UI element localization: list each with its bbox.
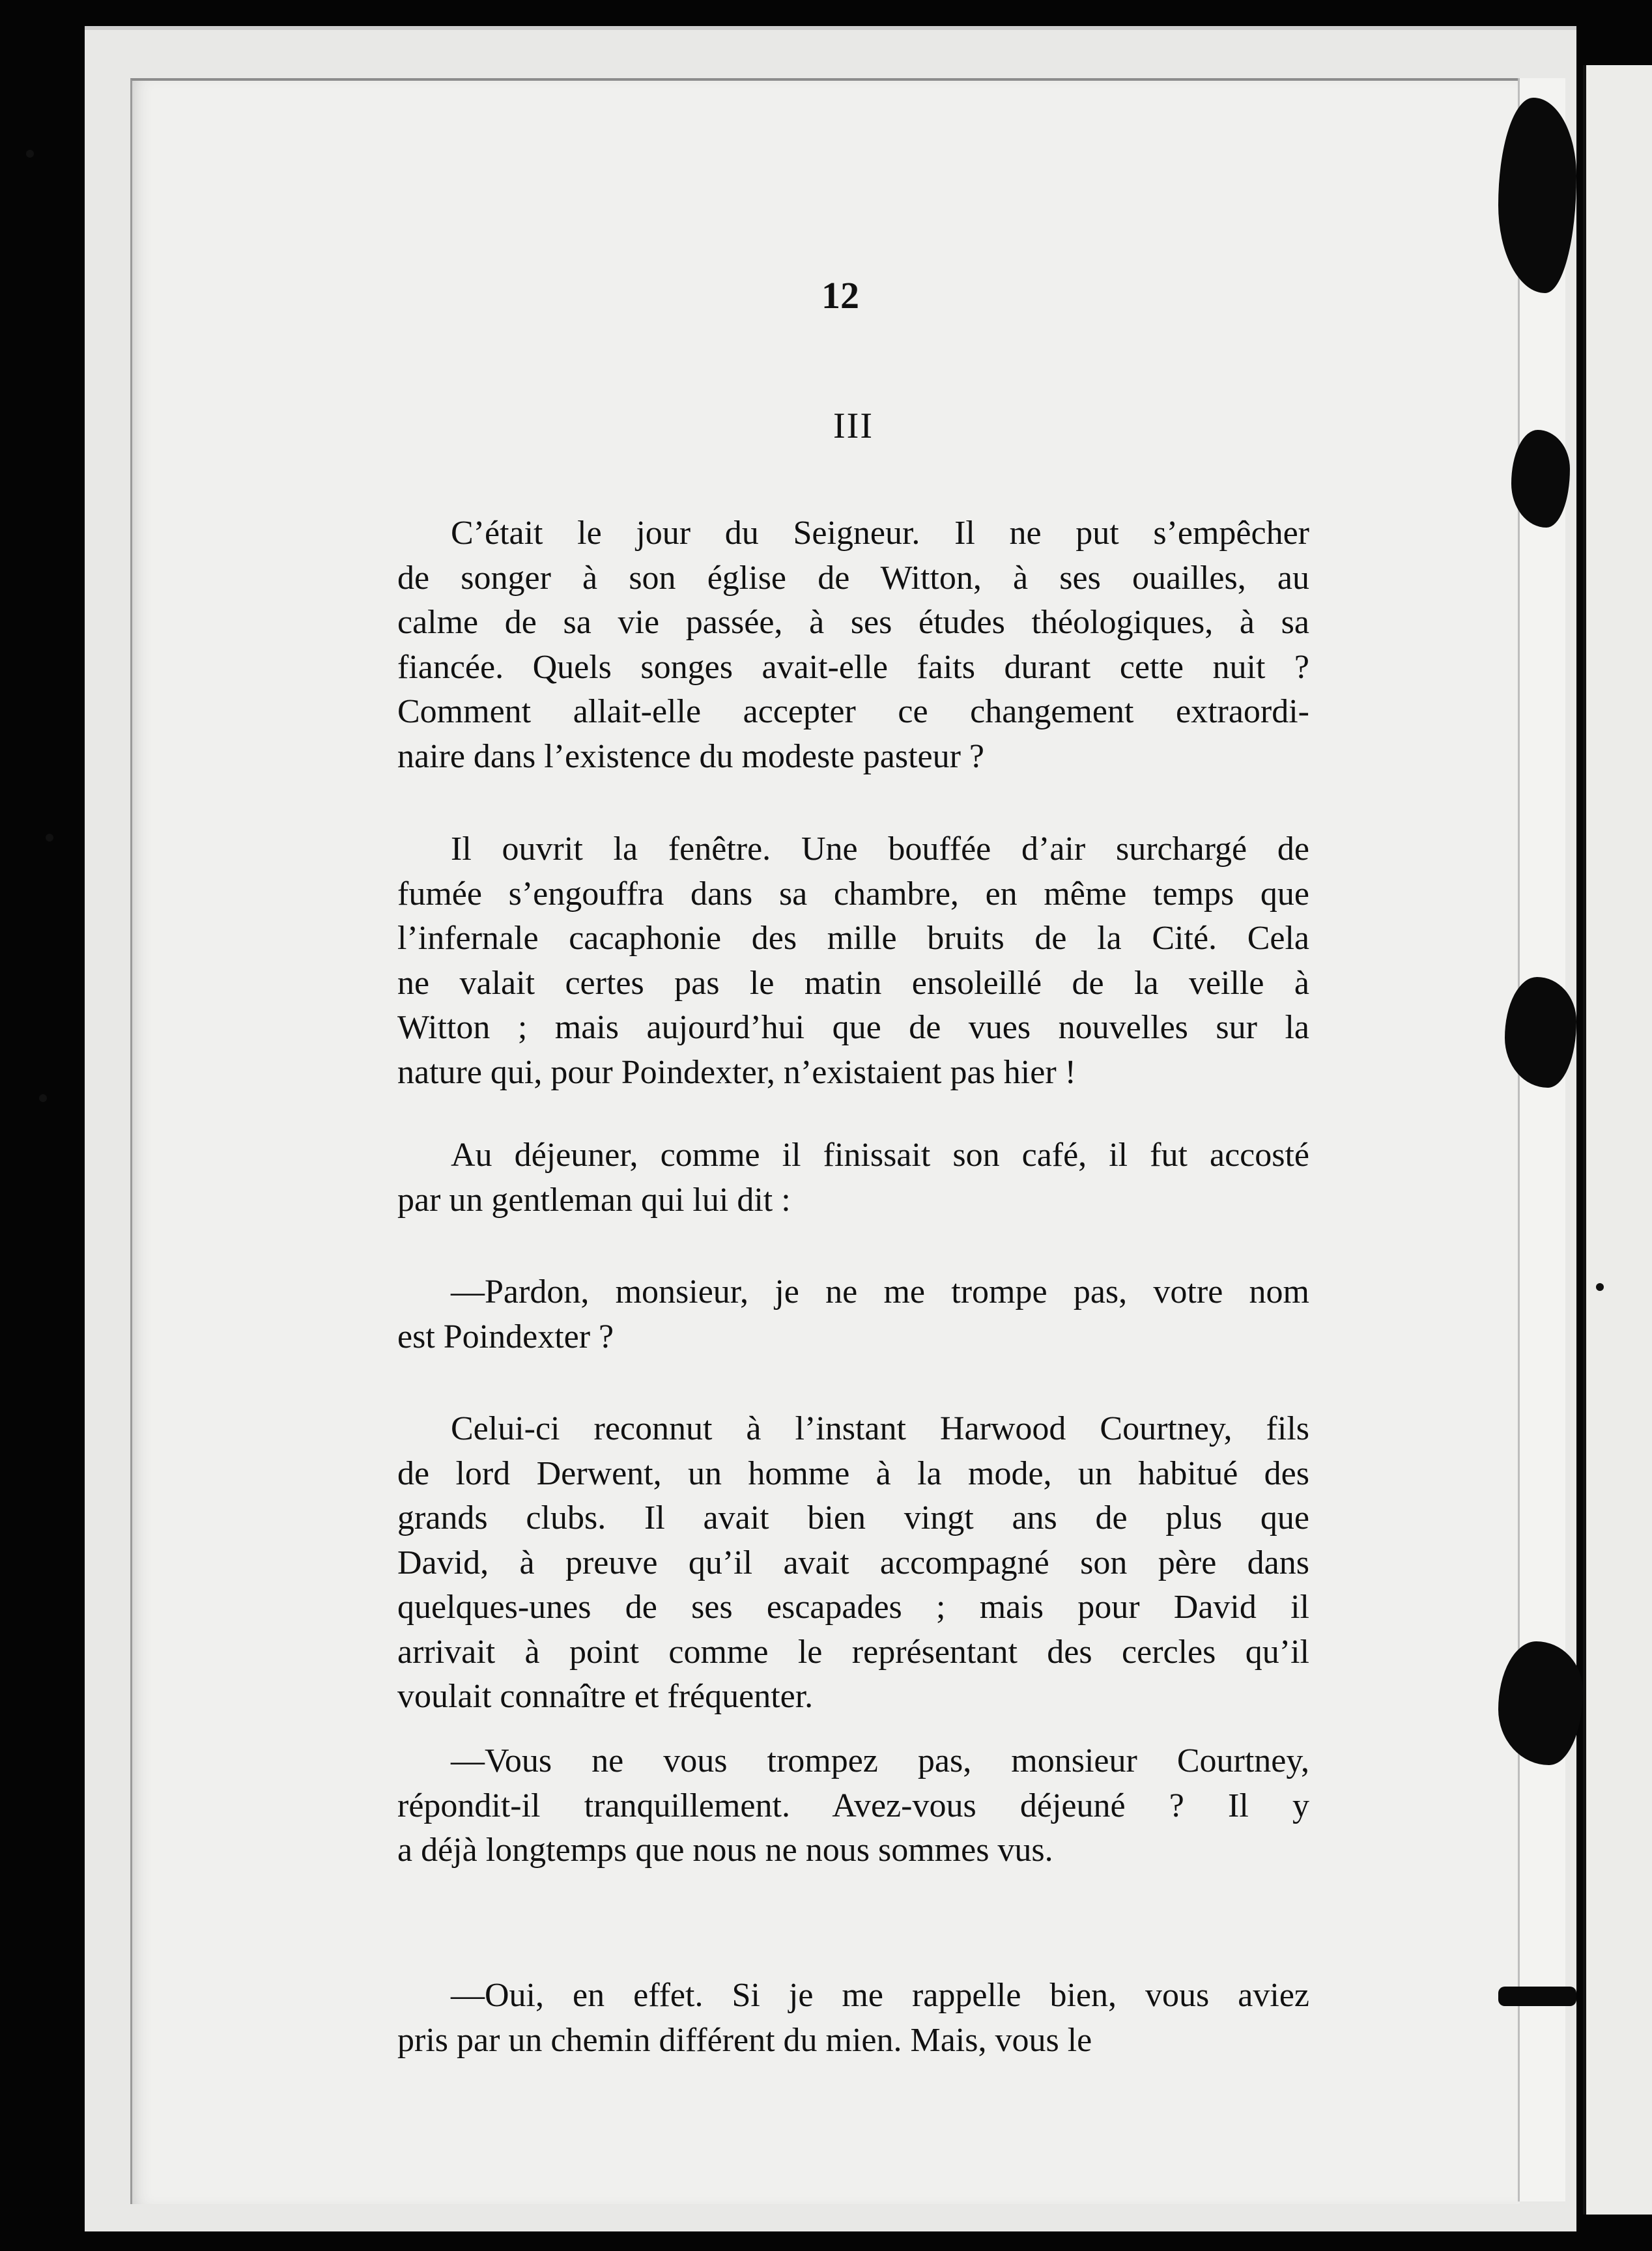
text-line: grands clubs. Il avait bien vingt ans de plus que [397, 1499, 1309, 1536]
text-line: par un gentleman qui lui dit : [397, 1181, 791, 1219]
paragraph [397, 1739, 1309, 1873]
text-line: David, à preuve qu’il avait accompagné son père dans [397, 1544, 1309, 1581]
text-line: ne valait certes pas le matin ensoleillé de la veille à [397, 964, 1309, 1002]
text-line: —Oui, en effet. Si je me rappelle bien, vous aviez [451, 1977, 1309, 2014]
text-line: C’était le jour du Seigneur. Il ne put s’empêcher [451, 515, 1309, 552]
speck [26, 150, 34, 158]
ink-blot [1511, 430, 1570, 528]
ink-blot [1505, 977, 1576, 1088]
paragraph [397, 1270, 1309, 1359]
paragraph [397, 1407, 1309, 1720]
text-line: pris par un chemin différent du mien. Mais, vous le [397, 2021, 1092, 2059]
text-line: calme de sa vie passée, à ses études théologiques, à sa [397, 604, 1309, 641]
text-line: de songer à son église de Witton, à ses ouailles, au [397, 559, 1309, 597]
text-line: voulait connaître et fréquenter. [397, 1678, 814, 1715]
ink-blot [1498, 1641, 1583, 1765]
text-line: Au déjeuner, comme il finissait son café, il fut accosté [451, 1137, 1309, 1174]
paragraph [397, 511, 1309, 779]
paragraph [397, 1133, 1309, 1223]
text-line: l’infernale cacaphonie des mille bruits de la Cité. Cela [397, 920, 1309, 957]
chapter-heading: III [833, 406, 874, 446]
text-line: Il ouvrit la fenêtre. Une bouffée d’air surchargé de [451, 830, 1309, 868]
text-line: —Pardon, monsieur, je ne me trompe pas, votre nom [451, 1273, 1309, 1310]
text-line: naire dans l’existence du modeste pasteur ? [397, 737, 984, 775]
text-line: fumée s’engouffra dans sa chambre, en même temps que [397, 875, 1309, 913]
speck [39, 1094, 47, 1102]
text-line: a déjà longtemps que nous ne nous sommes vus. [397, 1832, 1053, 1869]
text-line: arrivait à point comme le représentant des cercles qu’il [397, 1633, 1309, 1671]
text-line: Comment allait-elle accepter ce changement extraordi- [397, 693, 1309, 730]
text-line: Witton ; mais aujourd’hui que de vues nouvelles sur la [397, 1009, 1309, 1046]
speck [46, 834, 53, 842]
text-line: fiancée. Quels songes avait-elle faits durant cette nuit ? [397, 648, 1309, 686]
page-number: 12 [821, 274, 859, 317]
adjacent-page-edge [1583, 65, 1652, 2215]
ink-blot [1498, 1987, 1576, 2006]
text-line: répondit-il tranquillement. Avez-vous déjeuné ? Il y [397, 1787, 1309, 1824]
paragraph [397, 1974, 1309, 2063]
text-line: quelques-unes de ses escapades ; mais pour David il [397, 1589, 1309, 1626]
page-right-margin [1518, 78, 1565, 2201]
ink-blot [1498, 98, 1576, 293]
speck [1596, 1283, 1604, 1291]
text-line: Celui-ci reconnut à l’instant Harwood Courtney, fils [451, 1410, 1309, 1447]
text-line: —Vous ne vous trompez pas, monsieur Courtney, [451, 1742, 1309, 1779]
text-line: de lord Derwent, un homme à la mode, un habitué des [397, 1454, 1309, 1492]
text-line: est Poindexter ? [397, 1318, 614, 1355]
text-line: nature qui, pour Poindexter, n’existaient pas hier ! [397, 1053, 1076, 1091]
paragraph [397, 827, 1309, 1095]
